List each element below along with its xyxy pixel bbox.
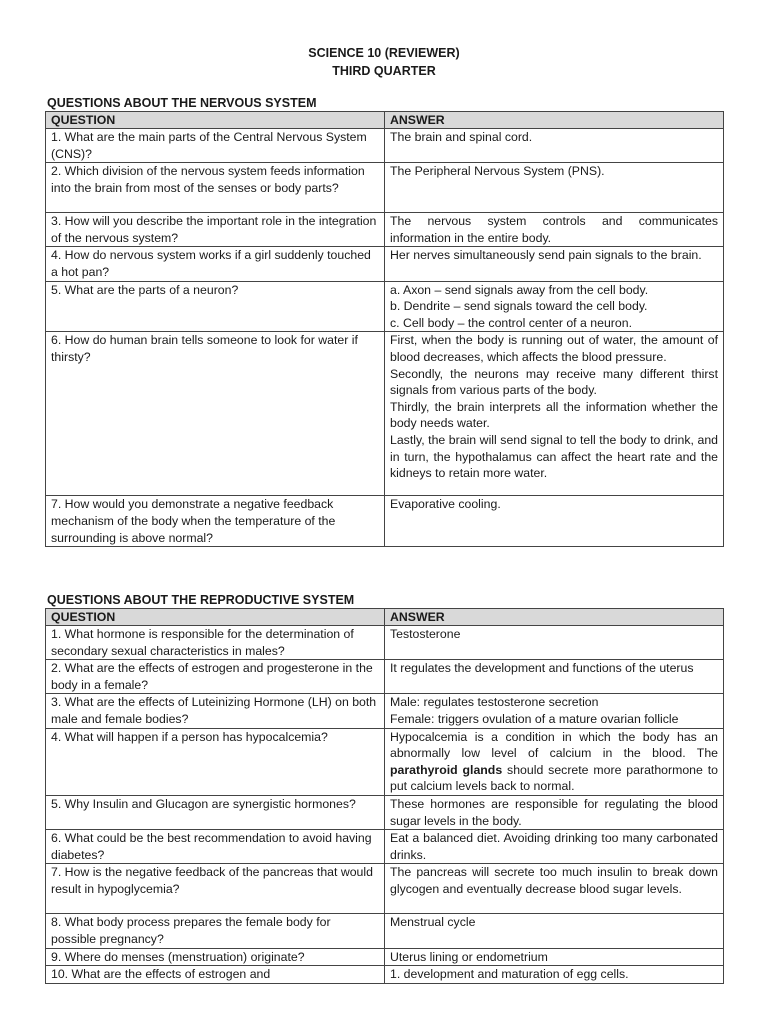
table-row (46, 496, 724, 547)
answer-line: First, when the body is running out of water, the amount of blood decreases, which affects the blood pressure. (390, 333, 718, 364)
document-subtitle: THIRD QUARTER (332, 64, 436, 78)
question-cell: 3. How will you describe the important role in the integration of the nervous system? (46, 213, 385, 247)
table-row (46, 163, 724, 213)
question-cell: 3. What are the effects of Luteinizing Hormone (LH) on both male and female bodies? (46, 694, 385, 728)
table-row (46, 830, 724, 864)
column-header-answer: ANSWER (385, 112, 724, 129)
answer-cell: 1. development and maturation of egg cells. (385, 966, 724, 984)
question-cell: 10. What are the effects of estrogen and (46, 966, 385, 984)
table-row (46, 864, 724, 914)
question-cell: 1. What hormone is responsible for the determination of secondary sexual characteristics in males? (46, 626, 385, 660)
answer-line: a. Axon – send signals away from the cell body. (390, 282, 649, 297)
answer-cell: Menstrual cycle (385, 914, 724, 948)
answer-line: Female: triggers ovulation of a mature ovarian follicle (390, 711, 679, 726)
table-header-row (46, 112, 724, 129)
answer-cell: The nervous system controls and communicates information in the entire body. (385, 213, 724, 247)
answer-line: b. Dendrite – send signals toward the cell body. (390, 299, 648, 314)
answer-cell: Uterus lining or endometrium (385, 948, 724, 966)
answer-line: Male: regulates testosterone secretion (390, 695, 599, 710)
question-cell: 1. What are the main parts of the Central Nervous System (CNS)? (46, 129, 385, 163)
column-header-answer: ANSWER (385, 609, 724, 626)
question-cell: 9. Where do menses (menstruation) originate? (46, 948, 385, 966)
question-cell: 5. What are the parts of a neuron? (46, 281, 385, 332)
nervous-qa-table (45, 111, 724, 547)
answer-cell (385, 281, 724, 332)
nervous-section-heading: QUESTIONS ABOUT THE NERVOUS SYSTEM (47, 96, 317, 110)
answer-line: c. Cell body – the control center of a neuron. (390, 315, 632, 330)
question-cell: 4. How do nervous system works if a girl suddenly touched a hot pan? (46, 247, 385, 281)
table-row (46, 795, 724, 829)
table-row (46, 966, 724, 984)
table-row (46, 213, 724, 247)
question-cell: 8. What body process prepares the female body for possible pregnancy? (46, 914, 385, 948)
question-cell: 6. What could be the best recommendation to avoid having diabetes? (46, 830, 385, 864)
reproductive-section-heading: QUESTIONS ABOUT THE REPRODUCTIVE SYSTEM (47, 593, 355, 607)
answer-cell: The pancreas will secrete too much insulin to break down glycogen and eventually decrease blood sugar levels. (385, 864, 724, 914)
table-row (46, 626, 724, 660)
table-row (46, 914, 724, 948)
question-cell: 4. What will happen if a person has hypocalcemia? (46, 728, 385, 795)
table-row (46, 129, 724, 163)
column-header-question: QUESTION (46, 609, 385, 626)
answer-cell (385, 694, 724, 728)
answer-cell (385, 728, 724, 795)
table-row (46, 660, 724, 694)
question-cell: 6. How do human brain tells someone to look for water if thirsty? (46, 332, 385, 496)
document-title: SCIENCE 10 (REVIEWER) (308, 46, 460, 60)
reproductive-qa-table (45, 608, 724, 984)
table-header-row (46, 609, 724, 626)
answer-cell: The brain and spinal cord. (385, 129, 724, 163)
table-row (46, 948, 724, 966)
answer-cell: Evaporative cooling. (385, 496, 724, 547)
answer-cell (385, 332, 724, 496)
table-row (46, 281, 724, 332)
table-row (46, 728, 724, 795)
answer-cell: Testosterone (385, 626, 724, 660)
table-row (46, 694, 724, 728)
answer-cell: Eat a balanced diet. Avoiding drinking too many carbonated drinks. (385, 830, 724, 864)
table-row (46, 332, 724, 496)
question-cell: 5. Why Insulin and Glucagon are synergistic hormones? (46, 795, 385, 829)
answer-line: Thirdly, the brain interprets all the information whether the body needs water. (390, 399, 718, 431)
answer-text: Hypocalcemia is a condition in which the body has an abnormally low level of calcium in the blood. The (390, 729, 718, 761)
answer-line: Lastly, the brain will send signal to tell the body to drink, and in turn, the hypothalamus can affect the heart rate and the kidneys to retain more water. (390, 432, 718, 481)
question-cell: 7. How is the negative feedback of the pancreas that would result in hypoglycemia? (46, 864, 385, 914)
question-cell: 2. Which division of the nervous system feeds information into the brain from most of the senses or body parts? (46, 163, 385, 213)
question-cell: 2. What are the effects of estrogen and progesterone in the body in a female? (46, 660, 385, 694)
column-header-question: QUESTION (46, 112, 385, 129)
answer-bold-term: parathyroid glands (390, 762, 503, 777)
answer-cell: The Peripheral Nervous System (PNS). (385, 163, 724, 213)
answer-cell: It regulates the development and functions of the uterus (385, 660, 724, 694)
answer-text: should secrete more parathormone to put calcium levels back to normal. (390, 762, 718, 794)
answer-cell: Her nerves simultaneously send pain signals to the brain. (385, 247, 724, 281)
question-cell: 7. How would you demonstrate a negative feedback mechanism of the body when the temperature of the surrounding is above normal? (46, 496, 385, 547)
table-row (46, 247, 724, 281)
answer-line: Secondly, the neurons may receive many different thirst signals from various parts of the body. (390, 366, 718, 398)
answer-cell: These hormones are responsible for regulating the blood sugar levels in the body. (385, 795, 724, 829)
